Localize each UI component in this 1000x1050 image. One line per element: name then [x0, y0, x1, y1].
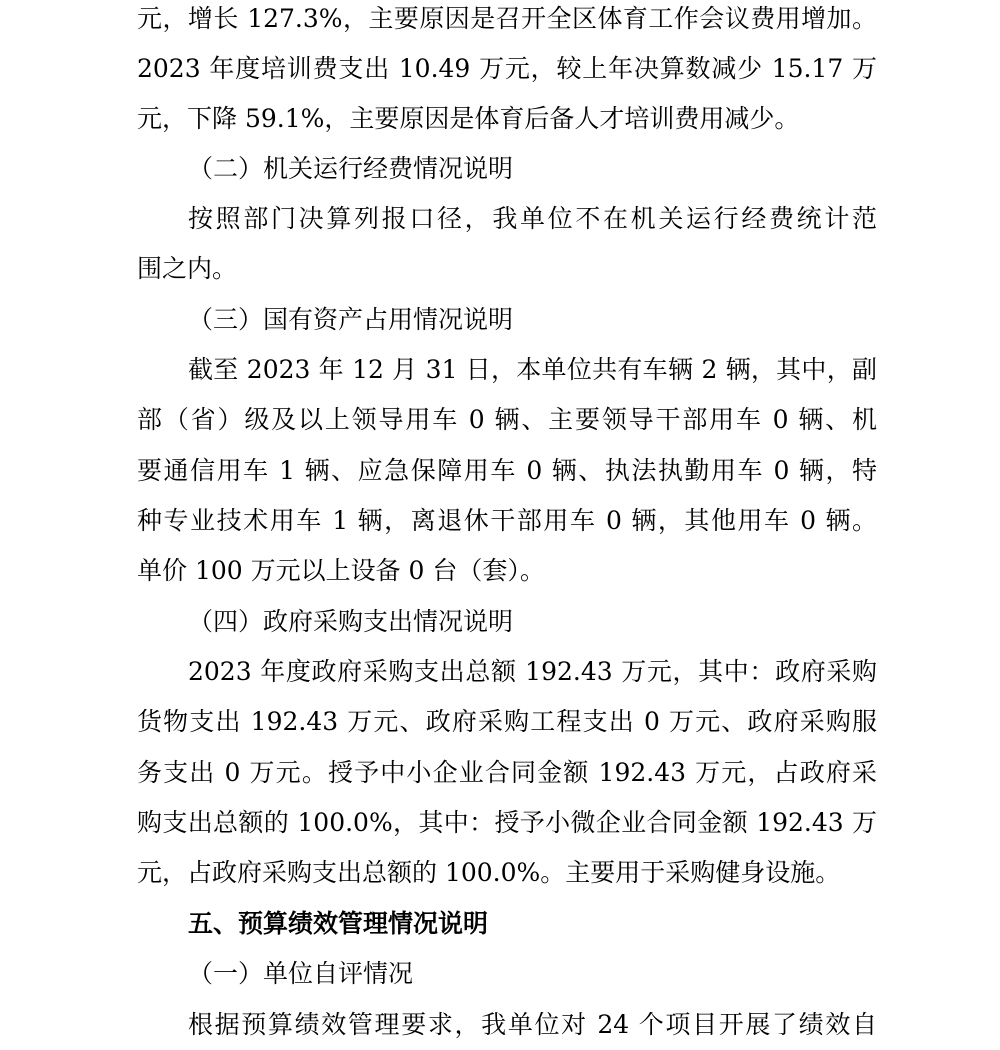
paragraph-line: 按照部门决算列报口径，我单位不在机关运行经费统计范 [188, 204, 877, 233]
paragraph-line: 部（省）级及以上领导用车 0 辆、主要领导干部用车 0 辆、机 [137, 405, 877, 434]
section-heading-procurement: （四）政府采购支出情况说明 [188, 607, 514, 636]
paragraph-line: 种专业技术用车 1 辆，离退休干部用车 0 辆，其他用车 0 辆。 [137, 506, 877, 535]
paragraph-line: 根据预算绩效管理要求，我单位对 24 个项目开展了绩效自 [188, 1010, 877, 1039]
paragraph-line: 截至 2023 年 12 月 31 日，本单位共有车辆 2 辆，其中，副 [188, 355, 877, 384]
paragraph-line: 单价 100 万元以上设备 0 台（套）。 [137, 556, 545, 585]
paragraph-line: 元，占政府采购支出总额的 100.0%。主要用于采购健身设施。 [137, 858, 841, 887]
section-heading-state-assets: （三）国有资产占用情况说明 [188, 305, 514, 334]
paragraph-line: 元，下降 59.1%，主要原因是体育后备人才培训费用减少。 [137, 104, 800, 133]
paragraph-line: 货物支出 192.43 万元、政府采购工程支出 0 万元、政府采购服 [137, 707, 877, 736]
paragraph-line: 要通信用车 1 辆、应急保障用车 0 辆、执法执勤用车 0 辆，特 [137, 456, 877, 485]
paragraph-line: 购支出总额的 100.0%，其中：授予小微企业合同金额 192.43 万 [137, 808, 877, 837]
chapter-heading-performance: 五、预算绩效管理情况说明 [188, 909, 489, 938]
section-heading-self-evaluation: （一）单位自评情况 [188, 959, 414, 988]
paragraph-line: 2023 年度培训费支出 10.49 万元，较上年决算数减少 15.17 万 [137, 54, 877, 83]
paragraph-line: 元，增长 127.3%，主要原因是召开全区体育工作会议费用增加。 [137, 4, 877, 33]
paragraph-line: 务支出 0 万元。授予中小企业合同金额 192.43 万元，占政府采 [137, 758, 877, 787]
paragraph-line: 围之内。 [137, 254, 238, 283]
section-heading-operating-costs: （二）机关运行经费情况说明 [188, 154, 514, 183]
paragraph-line: 2023 年度政府采购支出总额 192.43 万元，其中：政府采购 [188, 657, 877, 686]
